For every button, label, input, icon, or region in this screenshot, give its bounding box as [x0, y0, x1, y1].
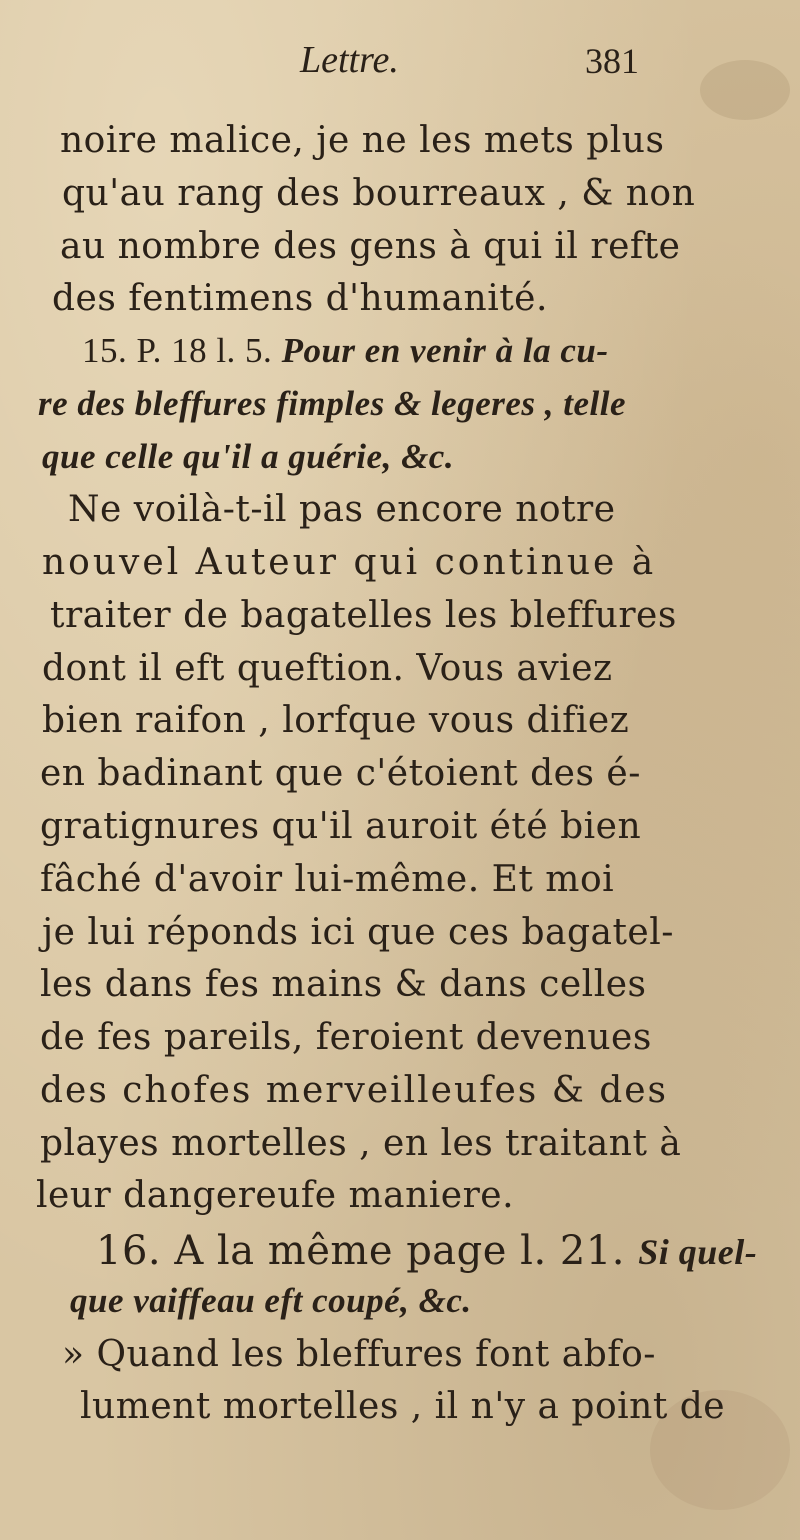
text-line: nouvel Auteur qui continue à — [42, 542, 657, 583]
errata-locator: 15. P. 18 l. 5. — [82, 331, 273, 370]
text-line: lument mortelles , il n'y a point de — [80, 1386, 726, 1427]
text-line: bien raifon , lorfque vous difiez — [42, 700, 630, 741]
text-line: les dans fes mains & dans celles — [40, 964, 647, 1005]
text-line: des chofes merveilleufes & des — [40, 1070, 669, 1111]
text-line: noire malice, je ne les mets plus — [60, 120, 665, 161]
text-line: Ne voilà-t-il pas encore notre — [68, 489, 616, 530]
text-line: au nombre des gens à qui il refte — [60, 226, 681, 267]
text-line: playes mortelles , en les traitant à — [40, 1123, 682, 1164]
text-line: que vaiffeau eft coupé, &c. — [70, 1281, 472, 1320]
text-line: gratignures qu'il auroit été bien — [40, 806, 642, 847]
errata-quote-line: re des bleffures fimples & legeres , telle — [38, 384, 627, 423]
errata-locator: 16. A la même page l. 21. — [96, 1228, 625, 1274]
errata-quote-line: que celle qu'il a guérie, &c. — [42, 437, 455, 476]
page-number: 381 — [585, 41, 639, 81]
errata-reference — [82, 331, 609, 371]
text-line: traiter de bagatelles les bleffures — [50, 595, 677, 636]
running-head: Lettre. — [300, 39, 399, 81]
text-line: en badinant que c'étoient des é- — [40, 753, 641, 794]
text-line: de fes pareils, feroient devenues — [40, 1017, 652, 1058]
text-line: leur dangereufe maniere. — [36, 1175, 515, 1216]
text-line: » Quand les bleffures font abfo- — [62, 1334, 656, 1375]
errata-quote: Si quel- — [638, 1232, 758, 1272]
paper-stain — [700, 60, 790, 120]
errata-quote: Pour en venir à la cu- — [281, 331, 609, 370]
text-line: fâché d'avoir lui-même. Et moi — [40, 859, 615, 900]
text-line: des fentimens d'humanité. — [52, 278, 548, 319]
text-line: qu'au rang des bourreaux , & non — [62, 173, 696, 214]
text-line: je lui réponds ici que ces bagatel- — [42, 912, 674, 953]
text-line: dont il eft queftion. Vous aviez — [42, 648, 613, 689]
errata-reference — [96, 1228, 757, 1274]
